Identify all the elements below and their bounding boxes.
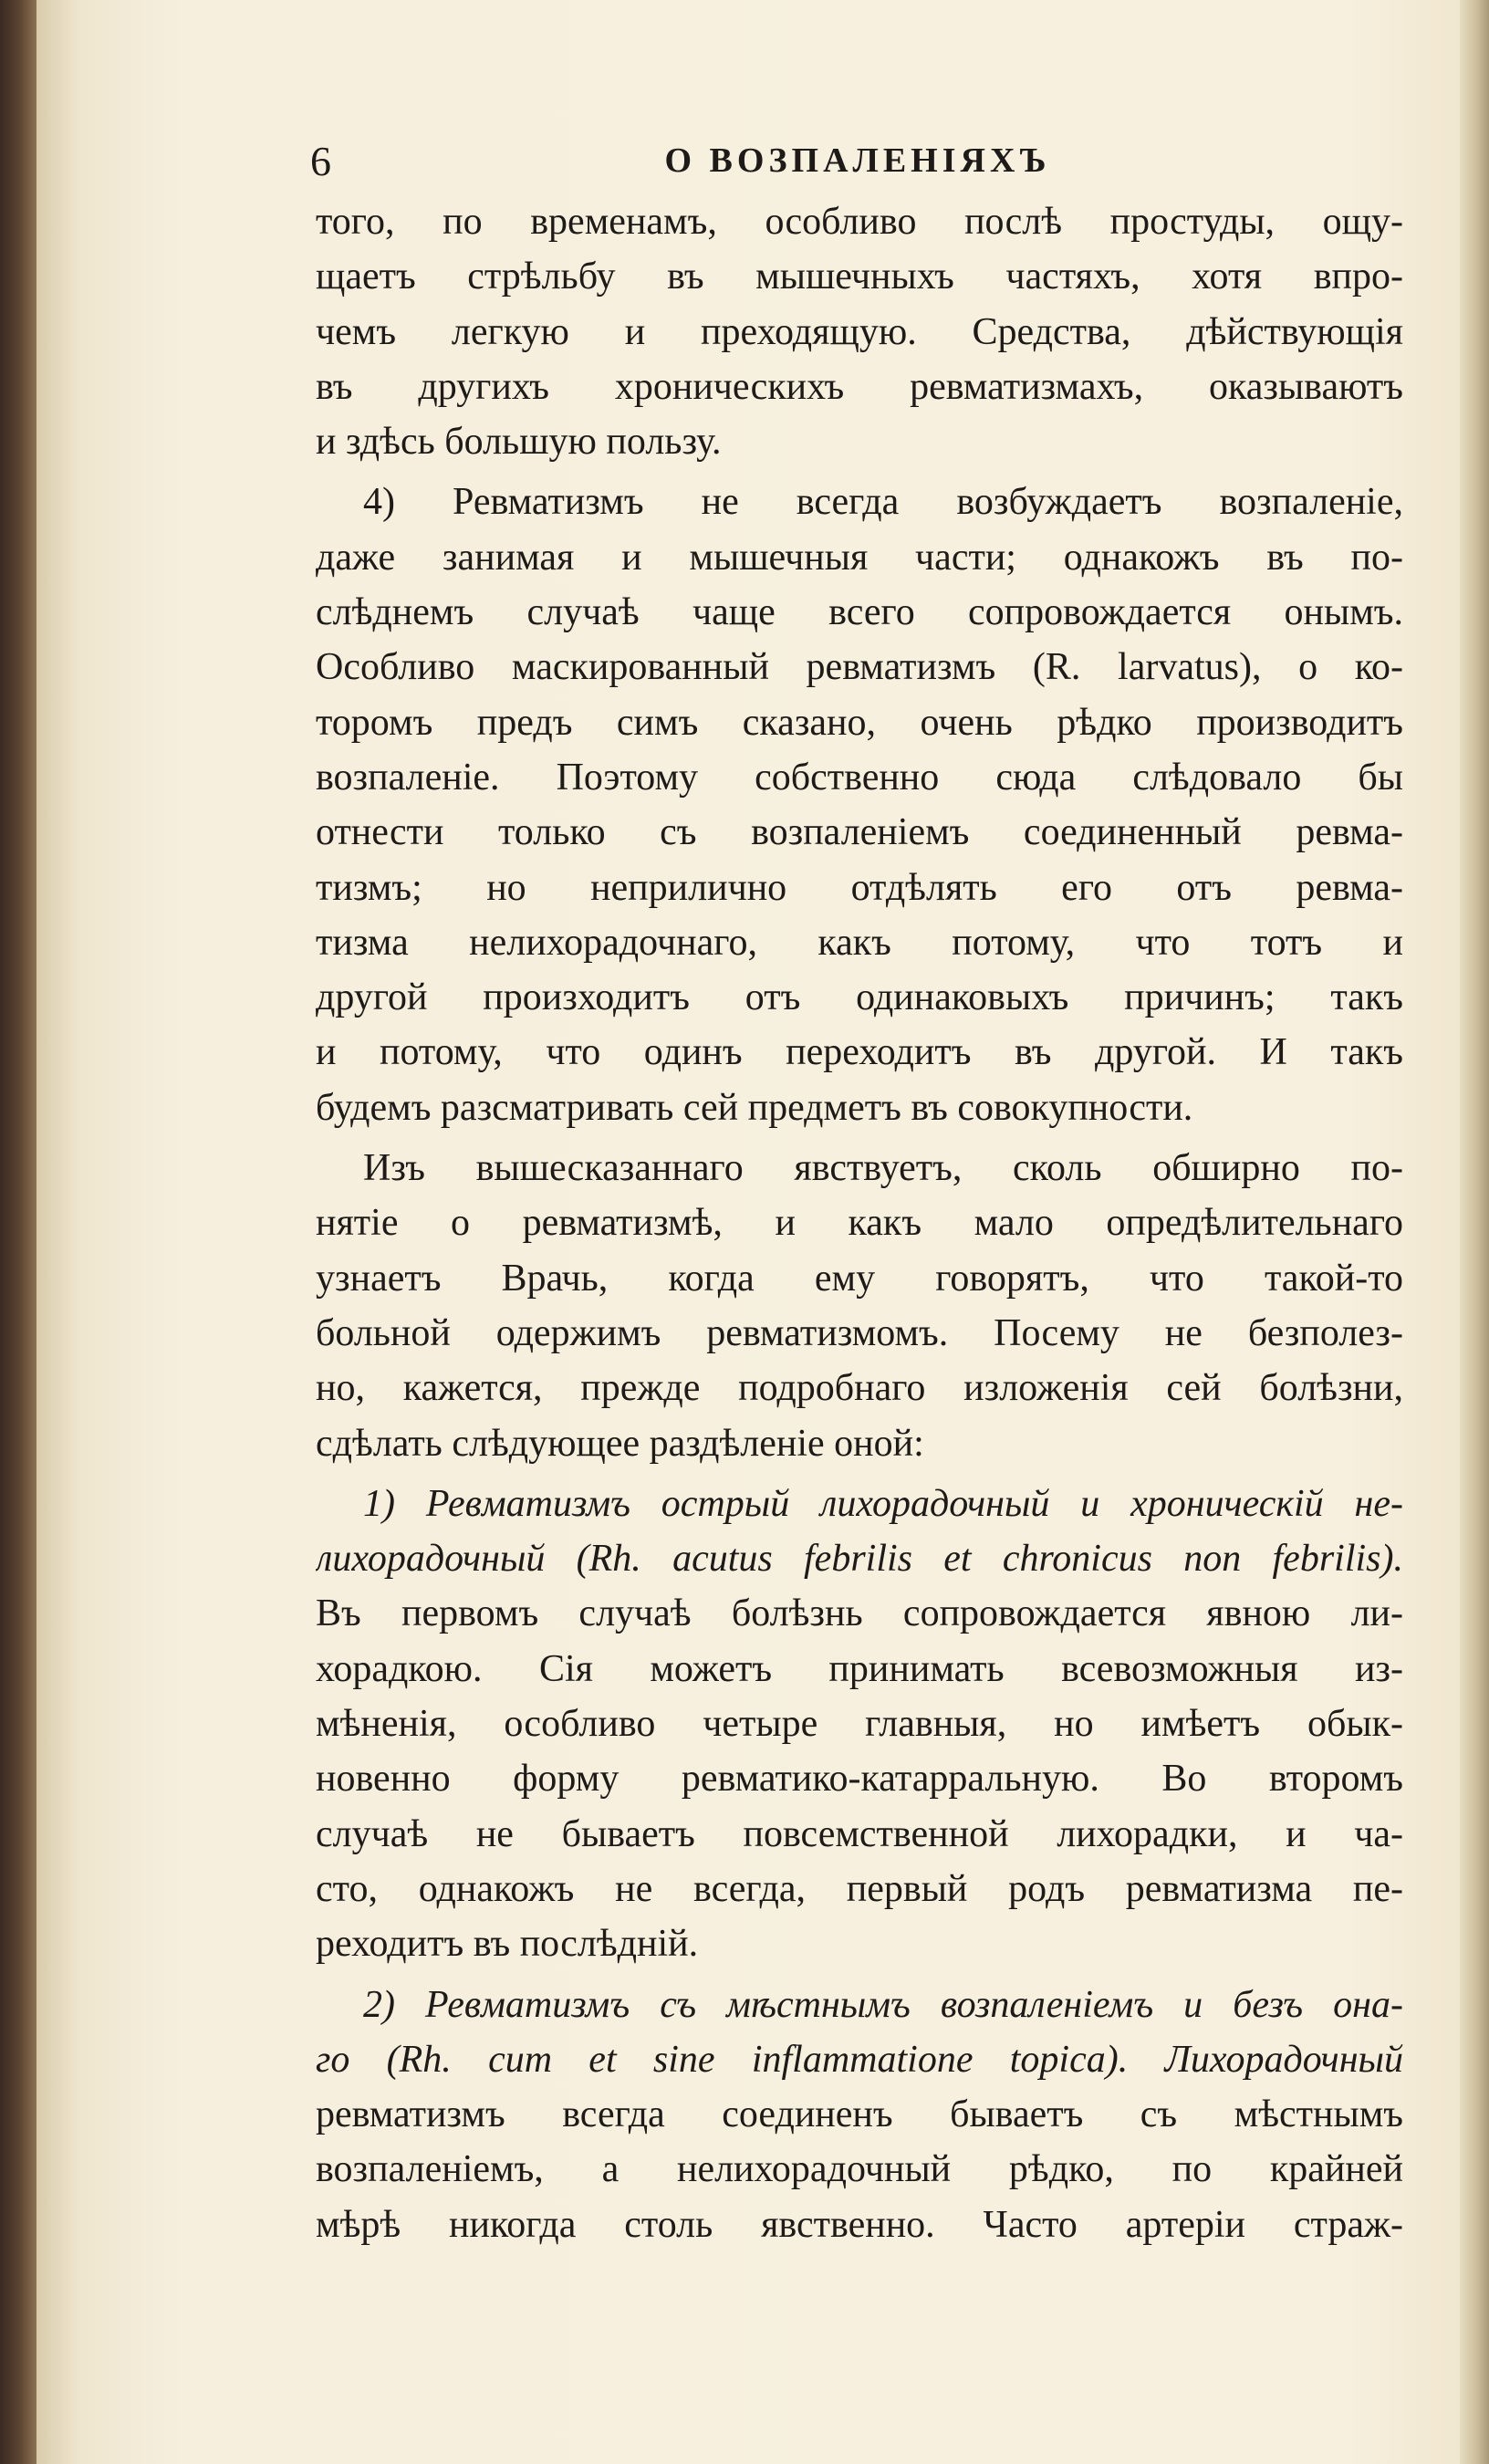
- page-number: 6: [310, 138, 331, 184]
- text-line: и здѣсь большую пользу.: [316, 421, 722, 464]
- italic-heading-line: лихорадочный (Rh. acutus febrilis et chronicus non febrilis).: [316, 1538, 1403, 1581]
- text-line: нятіе о ревматизмѣ, и какъ мало опредѣлительнаго: [316, 1202, 1403, 1245]
- text-line: тизма нелихорадочнаго, какъ потому, что тотъ и: [316, 921, 1403, 964]
- text-line: слѣднемъ случаѣ чаще всего сопровождается онымъ.: [316, 591, 1403, 634]
- text-line: Изъ вышесказаннаго явствуетъ, сколь обширно по-: [363, 1147, 1403, 1190]
- text-line: узнаетъ Врачь, когда ему говорятъ, что такой-то: [316, 1257, 1403, 1300]
- text-line: новенно форму ревматико-катарральную. Во второмъ: [316, 1758, 1403, 1801]
- text-line: чемъ легкую и преходящую. Средства, дѣйствующія: [316, 310, 1403, 353]
- text-line: ревматизмъ всегда соединенъ бываетъ съ мѣстнымъ: [316, 2093, 1403, 2136]
- text-line: случаѣ не бываетъ повсемственной лихорадки, и ча-: [316, 1812, 1403, 1855]
- running-title: О ВОЗПАЛЕНІЯХЪ: [664, 141, 1051, 180]
- text-line: тизмъ; но неприлично отдѣлять его отъ ревма-: [316, 866, 1403, 909]
- text-line: возпаленіе. Поэтому собственно сюда слѣдовало бы: [316, 756, 1403, 799]
- text-line: но, кажется, прежде подробнаго изложенія сей болѣзни,: [316, 1367, 1403, 1410]
- text-line: мѣненія, особливо четыре главныя, но имѣетъ обык-: [316, 1703, 1403, 1746]
- text-line: Въ первомъ случаѣ болѣзнь сопровождается явною ли-: [316, 1592, 1403, 1635]
- text-line: другой произходитъ отъ одинаковыхъ причинъ; такъ: [316, 976, 1403, 1019]
- text-line: щаетъ стрѣльбу въ мышечныхъ частяхъ, хотя впро-: [316, 256, 1403, 298]
- text-line: Особливо маскированный ревматизмъ (R. larvatus), о ко-: [316, 646, 1403, 689]
- text-line: сто, однакожъ не всегда, первый родъ ревматизма пе-: [316, 1867, 1403, 1910]
- text-line: сдѣлать слѣдующее раздѣленіе оной:: [316, 1422, 924, 1465]
- body-text: [316, 194, 1403, 2252]
- text-line: отнести только съ возпаленіемъ соединенный ревма-: [316, 811, 1403, 854]
- italic-heading-line: 1) Ревматизмъ острый лихорадочный и хроническій не-: [363, 1482, 1403, 1525]
- page-header: [310, 137, 1405, 192]
- text-line: возпаленіемъ, а нелихорадочный рѣдко, по крайней: [316, 2148, 1403, 2191]
- text-line: въ другихъ хроническихъ ревматизмахъ, оказываютъ: [316, 365, 1403, 408]
- text-line: торомъ предъ симъ сказано, очень рѣдко производитъ: [316, 701, 1403, 744]
- text-line: мѣрѣ никогда столь явственно. Часто артеріи страж-: [316, 2203, 1403, 2246]
- text-line: даже занимая и мышечныя части; однакожъ въ по-: [316, 536, 1403, 579]
- text-line: хорадкою. Сія можетъ принимать всевозможныя из-: [316, 1647, 1403, 1690]
- text-line: 4) Ревматизмъ не всегда возбуждаетъ возпаленіе,: [363, 481, 1403, 524]
- page-edge: [1460, 0, 1489, 2464]
- text-line: больной одержимъ ревматизмомъ. Посему не безполез-: [316, 1311, 1403, 1354]
- text-line: будемъ разсматривать сей предметъ въ совокупности.: [316, 1086, 1193, 1129]
- text-line: реходитъ въ послѣдній.: [316, 1923, 699, 1966]
- text-line: того, по временамъ, особливо послѣ простуды, ощу-: [316, 201, 1403, 243]
- text-line: и потому, что одинъ переходитъ въ другой. И такъ: [316, 1031, 1403, 1074]
- italic-heading-line: го (Rh. cum et sine inflammatione topica). Лихорадочный: [316, 2038, 1403, 2081]
- italic-heading-line: 2) Ревматизмъ съ мѣстнымъ возпаленіемъ и безъ она-: [363, 1983, 1403, 2026]
